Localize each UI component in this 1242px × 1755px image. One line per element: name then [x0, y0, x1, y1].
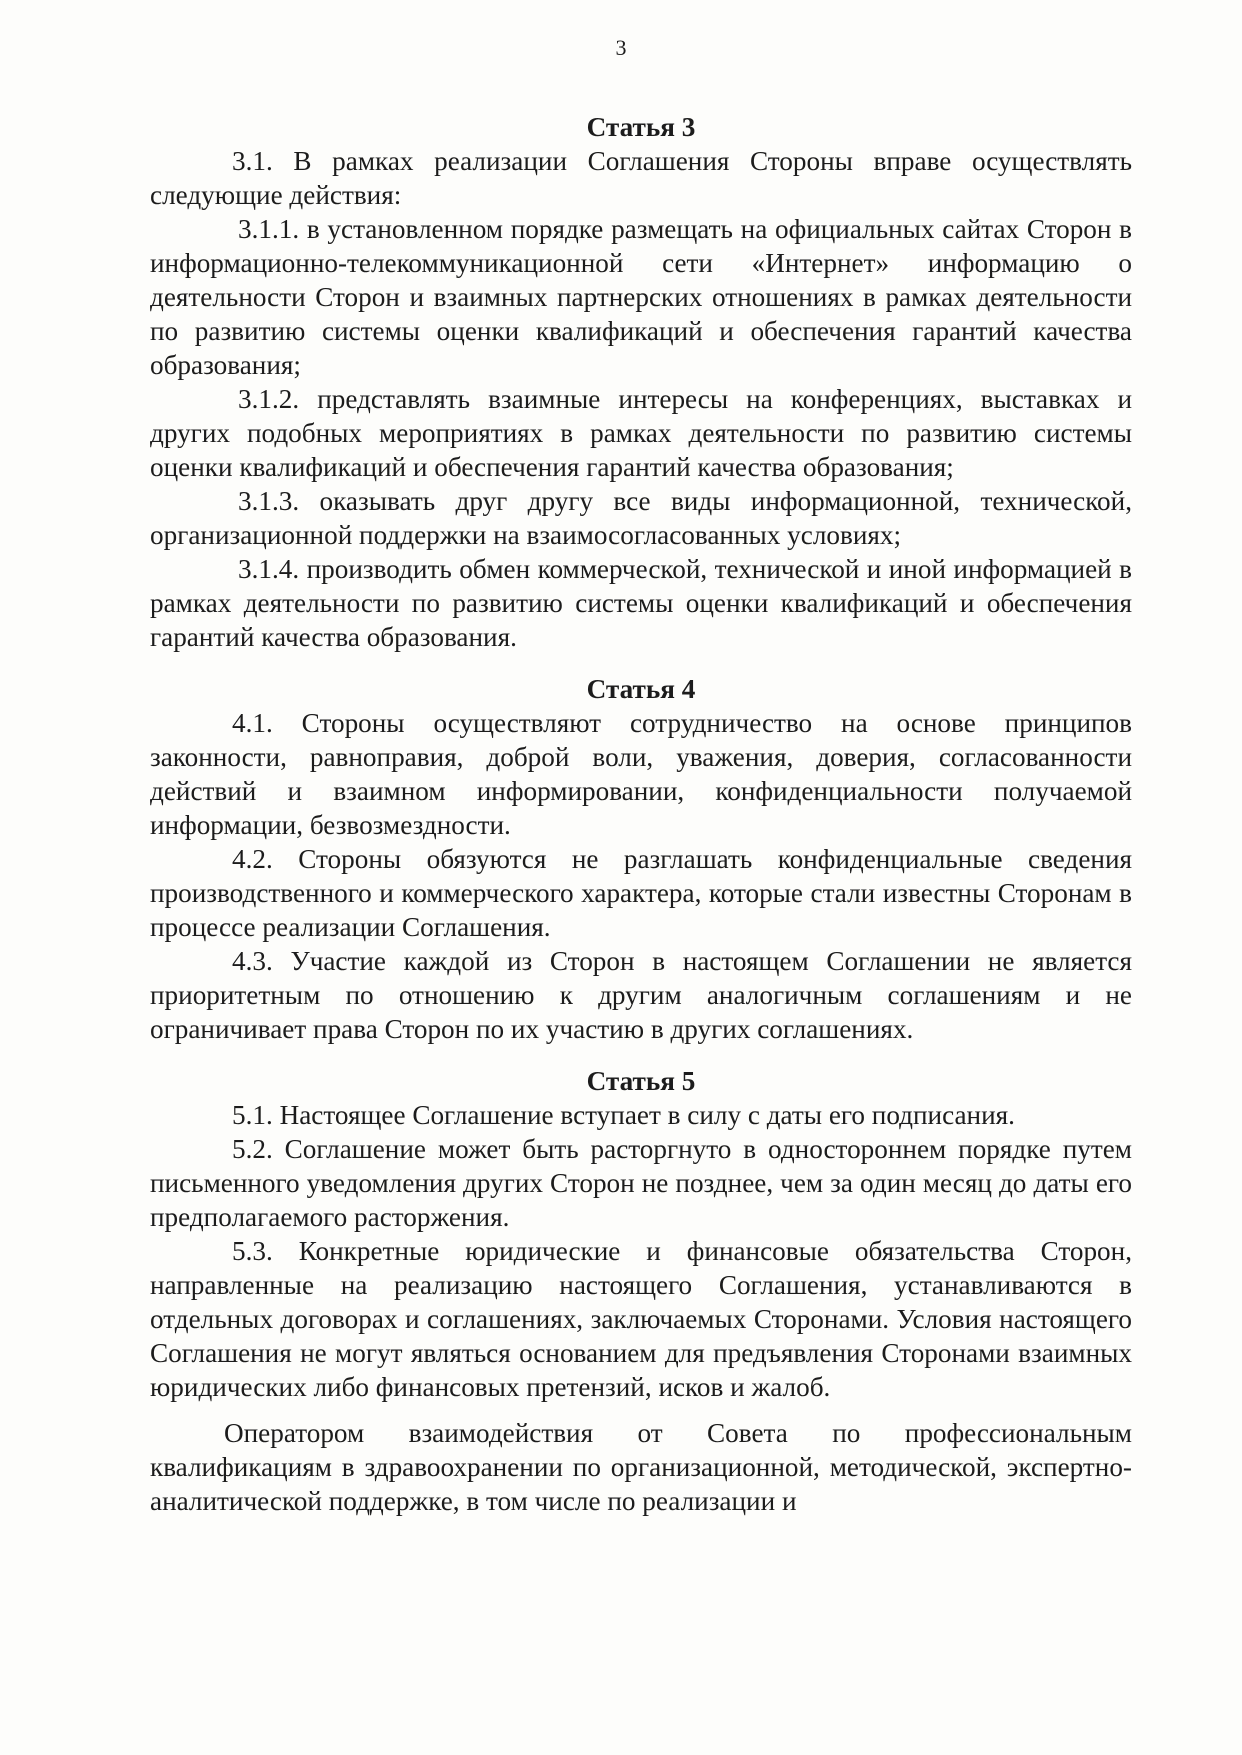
- article-4-heading: Статья 4: [586, 674, 696, 704]
- clause-4-1: 4.1. Стороны осуществляют сотрудничество на основе принципов законности, равноправия, доброй воли, уважения, доверия, согласованности действий и взаимном информировании, конфиденциальности получаемой информации, безвозмездности.: [150, 708, 1132, 840]
- clause-4-2: 4.2. Стороны обязуются не разглашать конфиденциальные сведения производственного и коммерческого характера, которые стали известны Сторонам в процессе реализации Соглашения.: [150, 844, 1132, 942]
- clause-5-3: 5.3. Конкретные юридические и финансовые обязательства Сторон, направленные на реализацию настоящего Соглашения, устанавливаются в отдельных договорах и соглашениях, заключаемых Сторонами. Условия настоящего Соглашения не могут являться основанием для предъявления Сторонами взаимных юридических либо финансовых претензий, исков и жалоб.: [150, 1236, 1132, 1402]
- closing-paragraph: Оператором взаимодействия от Совета по профессиональным квалификациям в здравоохранении по организационной, методической, экспертно-аналитической поддержке, в том числе по реализации и: [150, 1418, 1132, 1516]
- page-number: 3: [615, 35, 627, 60]
- clause-3-1-2: 3.1.2. представлять взаимные интересы на конференциях, выставках и других подобных мероприятиях в рамках деятельности по развитию системы оценки квалификаций и обеспечения гарантий качества образования;: [150, 384, 1132, 482]
- clause-3-1: 3.1. В рамках реализации Соглашения Стороны вправе осуществлять следующие действия:: [150, 146, 1132, 210]
- clause-5-1: 5.1. Настоящее Соглашение вступает в силу с даты его подписания.: [232, 1100, 1015, 1130]
- clause-5-2: 5.2. Соглашение может быть расторгнуто в одностороннем порядке путем письменного уведомления других Сторон не позднее, чем за один месяц до даты его предполагаемого расторжения.: [150, 1134, 1132, 1232]
- document-body: [150, 110, 1132, 1518]
- clause-4-3: 4.3. Участие каждой из Сторон в настоящем Соглашении не является приоритетным по отношению к другим аналогичным соглашениям и не ограничивает права Сторон по их участию в других соглашениях.: [150, 946, 1132, 1044]
- clause-3-1-4: 3.1.4. производить обмен коммерческой, технической и иной информацией в рамках деятельности по развитию системы оценки квалификаций и обеспечения гарантий качества образования.: [150, 554, 1132, 652]
- article-5-heading: Статья 5: [586, 1066, 696, 1096]
- clause-3-1-1: 3.1.1. в установленном порядке размещать на официальных сайтах Сторон в информационно-телекоммуникационной сети «Интернет» информацию о деятельности Сторон и взаимных партнерских отношениях в рамках деятельности по развитию системы оценки квалификаций и обеспечения гарантий качества образования;: [150, 214, 1132, 380]
- clause-3-1-3: 3.1.3. оказывать друг другу все виды информационной, технической, организационной поддержки на взаимосогласованных условиях;: [150, 486, 1132, 550]
- article-3-heading: Статья 3: [586, 112, 696, 142]
